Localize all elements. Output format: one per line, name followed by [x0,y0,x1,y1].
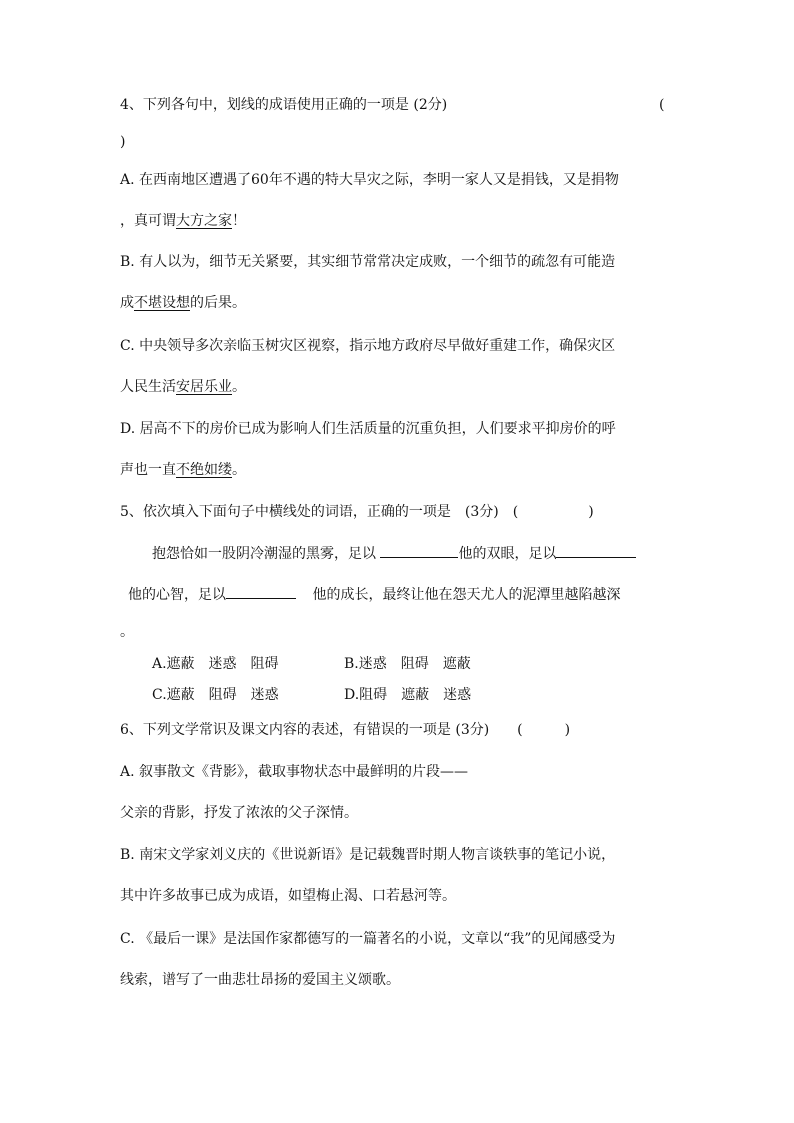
q4-option-d-idiom: 不绝如缕 [176,462,232,478]
q4-option-b-line1: B. 有人以为，细节无关紧要，其实细节常常决定成败，一个细节的疏忽有可能造 [120,254,616,270]
q4-option-a-text-pre: ，真可谓 [120,213,176,229]
q5-sentence-line2 [128,584,620,605]
q4-stem: 4、下列各句中，划线的成语使用正确的一项是 (2分) [120,97,448,113]
q4-option-c-idiom: 安居乐业 [176,379,232,395]
q4-option-b-line2 [120,293,246,313]
q4-option-a-idiom: 大方之家 [176,213,232,229]
q5-blank-2[interactable] [556,543,636,558]
q4-option-b-text-post: 的后果。 [190,295,246,311]
q6-option-a-line1: A. 叙事散文《背影》，截取事物状态中最鲜明的片段—— [120,764,469,780]
q4-answer-paren-open: ( [659,97,665,113]
q6-option-c-line1: C. 《最后一课》是法国作家都德写的一篇著名的小说，文章以“我”的见闻感受为 [120,931,616,947]
q4-option-b-text-pre: 成 [120,295,134,311]
q4-option-a-text-post: ！ [232,213,246,229]
q6-option-b-line1: B. 南宋文学家刘义庆的《世说新语》是记载魏晋时期人物言谈轶事的笔记小说， [120,847,616,863]
q5-option-b[interactable]: B.迷惑 阻碍 遮蔽 [344,656,471,672]
q5-option-a[interactable]: A.遮蔽 迷惑 阻碍 [152,656,279,672]
q5-stem: 5、依次填入下面句子中横线处的词语，正确的一项是 (3分) ( ) [120,504,594,520]
q5-sentence-end: 。 [120,624,134,640]
q4-option-c-text-pre: 人民生活 [120,379,176,395]
q4-answer-paren-close: ) [120,134,126,150]
q6-option-c-line2: 线索，谱写了一曲悲壮昂扬的爱国主义颂歌。 [120,972,400,988]
q4-option-a-line2 [120,211,246,231]
q5-sentence-part2: 他的双眼，足以 [458,546,557,562]
q4-option-c-line1: C. 中央领导多次亲临玉树灾区视察，指示地方政府尽早做好重建工作，确保灾区 [120,338,616,354]
q5-sentence-line1 [152,543,636,564]
q4-option-d-line2 [120,460,246,480]
q5-blank-3[interactable] [226,584,296,599]
q5-sentence-part3: 他的心智，足以 [128,587,226,603]
q6-option-a-line2: 父亲的背影，抒发了浓浓的父子深情。 [120,805,358,821]
q5-blank-1[interactable] [380,543,458,558]
q4-option-c-line2 [120,377,246,397]
q6-stem: 6、下列文学常识及课文内容的表述，有错误的一项是 (3分) ( ) [120,722,571,738]
q5-option-d[interactable]: D.阻碍 遮蔽 迷惑 [344,687,472,703]
q4-option-a-line1: A. 在西南地区遭遇了60年不遇的特大旱灾之际，李明一家人又是捐钱，又是捐物 [120,172,619,188]
q5-sentence-part1: 抱怨恰如一股阴冷潮湿的黑雾，足以 [152,546,376,562]
q4-option-d-text-pre: 声也一直 [120,462,176,478]
q4-option-d-line1: D. 居高不下的房价已成为影响人们生活质量的沉重负担，人们要求平抑房价的呼 [120,421,616,437]
q6-option-b-line2: 其中许多故事已成为成语，如望梅止渴、口若悬河等。 [120,888,456,904]
q4-option-d-text-post: 。 [232,462,246,478]
q4-option-c-text-post: 。 [232,379,246,395]
q5-option-c[interactable]: C.遮蔽 阻碍 迷惑 [152,687,279,703]
q5-sentence-part4: 他的成长，最终让他在怨天尤人的泥潭里越陷越深 [312,587,621,603]
q4-option-b-idiom: 不堪设想 [134,295,190,311]
